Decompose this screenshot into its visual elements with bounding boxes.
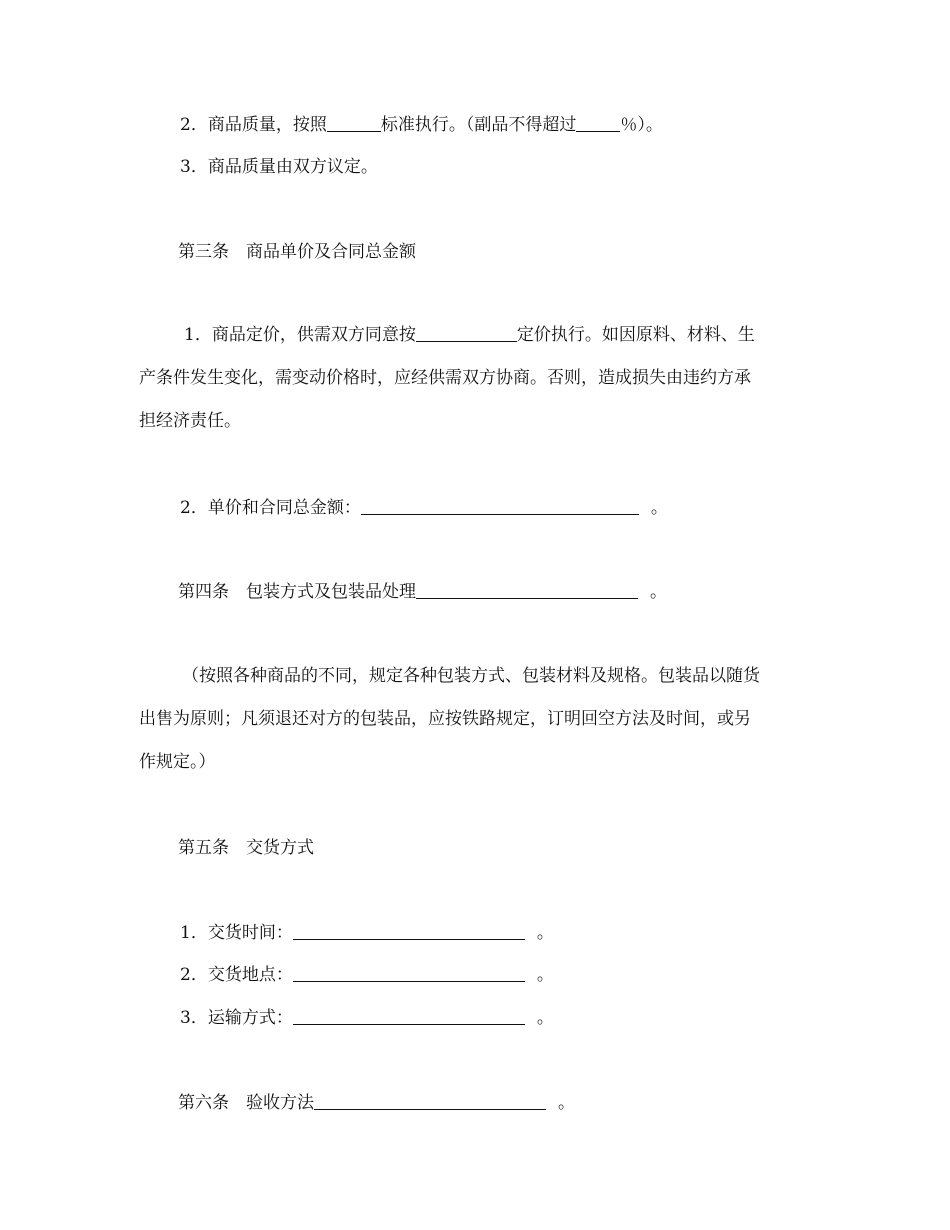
clause-label: 2．交货地点： [180,965,293,985]
article-5-heading: 第五条 交货方式 [178,838,314,858]
period: 。 [536,965,554,985]
article-6-heading [178,1092,575,1114]
standard-blank[interactable] [327,115,381,132]
pricing-basis-blank[interactable] [416,325,517,342]
clause-text: 定价执行。如因原料、材料、生 [516,325,755,345]
total-amount-clause [180,497,668,519]
quality-agreement-clause: 3．商品质量由双方议定。 [180,157,378,177]
pricing-line-1 [139,314,815,357]
period: 。 [536,1008,554,1028]
clause-text: 1．商品定价，供需双方同意按 [184,325,416,345]
defect-percent-blank[interactable] [576,115,620,132]
transport-method-blank[interactable] [293,1008,525,1025]
pricing-clause [139,314,815,443]
period: 。 [558,1093,575,1113]
delivery-time-clause [180,922,554,944]
note-line-1 [139,655,815,698]
total-amount-blank[interactable] [361,498,639,515]
pricing-line-2: 产条件发生变化，需变动价格时，应经供需双方协商。否则，造成损失由违约方承 [139,368,751,388]
heading-text: 第四条 包装方式及包装品处理 [178,582,416,602]
clause-text: 2．商品质量，按照 [180,115,327,135]
inspection-method-blank[interactable] [314,1093,546,1110]
clause-label: 1．交货时间： [180,923,293,943]
clause-text: 2．单价和合同总金额： [180,498,361,518]
clause-text: ％）。 [620,115,663,135]
packaging-note [139,655,815,784]
note-text: （按照各种商品的不同，规定各种包装方式、包装材料及规格。包装品以随货 [182,666,760,686]
note-line-2: 出售为原则；凡须退还对方的包装品，应按铁路规定，订明回空方法及时间，或另 [139,709,751,729]
delivery-place-clause [180,964,554,986]
period: 。 [536,923,554,943]
note-line-3: 作规定。） [139,752,216,772]
delivery-place-blank[interactable] [293,965,525,982]
article-3-heading: 第三条 商品单价及合同总金额 [178,242,416,262]
article-4-heading [178,581,667,603]
period: 。 [650,582,667,602]
delivery-time-blank[interactable] [293,923,525,940]
packaging-blank[interactable] [416,582,638,599]
period: 。 [650,498,668,518]
clause-text: 标准执行。（副品不得超过 [380,115,577,135]
pricing-line-3: 担经济责任。 [139,411,241,431]
clause-label: 3．运输方式： [180,1008,293,1028]
quality-standard-clause [180,114,663,136]
heading-text: 第六条 验收方法 [178,1093,314,1113]
transport-method-clause [180,1007,554,1029]
